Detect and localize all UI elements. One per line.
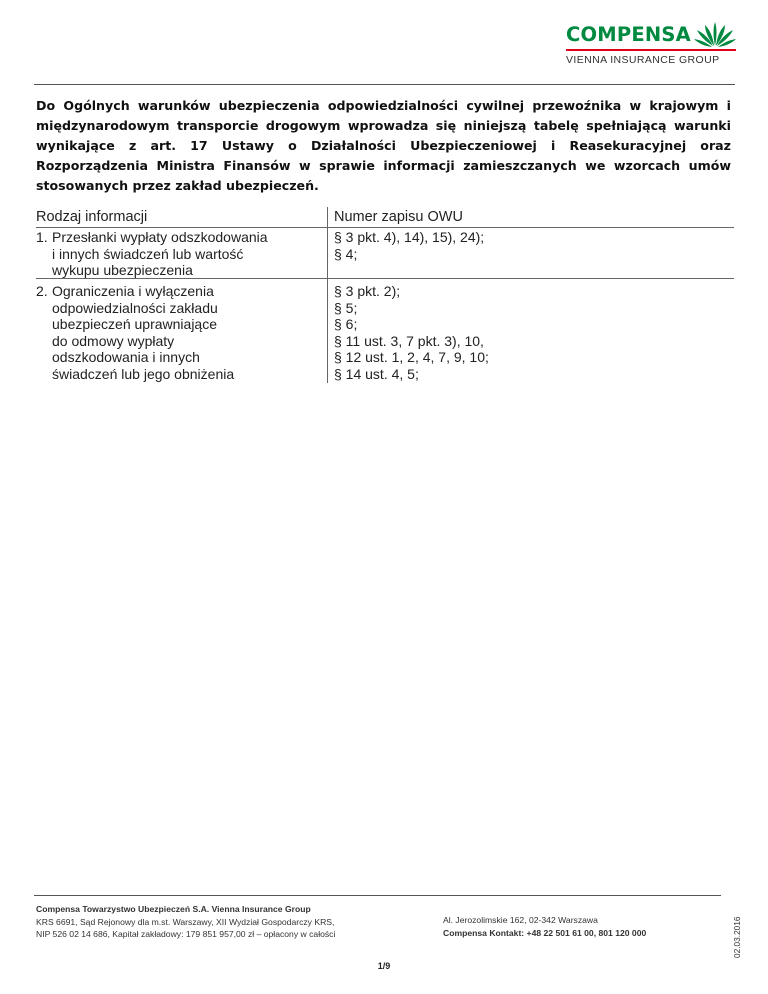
row-number: 1. bbox=[36, 229, 48, 245]
footer-company-name: Compensa Towarzystwo Ubezpieczeń S.A. Vienna Insurance Group bbox=[36, 904, 311, 914]
header-divider bbox=[34, 84, 735, 85]
header-ref: Numer zapisu OWU bbox=[334, 209, 463, 225]
logo-flower-icon bbox=[693, 20, 737, 48]
row-text-line: wykupu ubezpieczenia bbox=[52, 262, 193, 278]
column-divider bbox=[327, 207, 328, 383]
table-row-2-type bbox=[36, 283, 316, 382]
row-text-line: świadczeń lub jego obniżenia bbox=[52, 365, 235, 382]
owu-ref: § 3 pkt. 2); bbox=[334, 283, 401, 299]
owu-ref: § 11 ust. 3, 7 pkt. 3), 10, bbox=[334, 332, 484, 349]
row-number: 2. bbox=[36, 283, 48, 299]
footer-phone: Compensa Kontakt: +48 22 501 61 00, 801 120 000 bbox=[443, 927, 647, 938]
table-row-1-refs bbox=[334, 229, 734, 262]
table-row-1-type bbox=[36, 229, 316, 279]
row-text-line: odpowiedzialności zakładu bbox=[52, 299, 218, 316]
row-text-line: do odmowy wypłaty bbox=[52, 332, 175, 349]
footer-address: Al. Jerozolimskie 162, 02-342 Warszawa bbox=[443, 915, 598, 925]
owu-ref: § 14 ust. 4, 5; bbox=[334, 365, 419, 382]
logo-wordmark: COMPENSA bbox=[566, 23, 691, 46]
row-text-line: ubezpieczeń uprawniające bbox=[52, 316, 217, 332]
document-date: 02.03.2016 bbox=[732, 916, 742, 958]
owu-ref: § 6; bbox=[334, 316, 358, 332]
row-text-line: i innych świadczeń lub wartość bbox=[52, 245, 244, 262]
footer-company-info bbox=[36, 903, 335, 941]
header-rule bbox=[36, 227, 734, 228]
logo-group-name: VIENNA INSURANCE GROUP bbox=[566, 54, 720, 66]
row-text-line: Ograniczenia i wyłączenia bbox=[52, 283, 214, 299]
owu-ref: § 3 pkt. 4), 14), 15), 24); bbox=[334, 229, 485, 245]
owu-ref: § 5; bbox=[334, 299, 358, 316]
table-row-2-refs bbox=[334, 283, 734, 382]
page-number: 1/9 bbox=[377, 961, 391, 971]
header-type: Rodzaj informacji bbox=[36, 209, 148, 225]
row-text-line: Przesłanki wypłaty odszkodowania bbox=[52, 229, 268, 245]
row-text-line: odszkodowania i innych bbox=[52, 349, 200, 365]
footer-contact-info bbox=[443, 914, 646, 939]
footer-capital: NIP 526 02 14 686, Kapitał zakładowy: 179 851 957,00 zł – opłacony w całości bbox=[36, 929, 336, 939]
intro-paragraph: Do Ogólnych warunków ubezpieczenia odpowiedzialności cywilnej przewoźnika w krajowym i międzynarodowym transporcie drogowym wprowadza się niniejszą tabelę spełniającą warunki wynikające z art. 17 Ustawy o Działalności Ubezpieczeniowej i Reasekuracyjnej oraz Rozporządzenia Ministra Finansów w sprawie informacji zamieszczanych we wzorcach umów stosowanych przez zakład ubezpieczeń. bbox=[36, 98, 731, 193]
owu-ref: § 4; bbox=[334, 245, 358, 262]
footer-divider bbox=[34, 895, 721, 896]
compensa-logo bbox=[566, 20, 736, 70]
footer-registry: KRS 6691, Sąd Rejonowy dla m.st. Warszawy, XII Wydział Gospodarczy KRS, bbox=[36, 916, 335, 927]
logo-red-line bbox=[566, 49, 736, 51]
owu-ref: § 12 ust. 1, 2, 4, 7, 9, 10; bbox=[334, 349, 489, 365]
